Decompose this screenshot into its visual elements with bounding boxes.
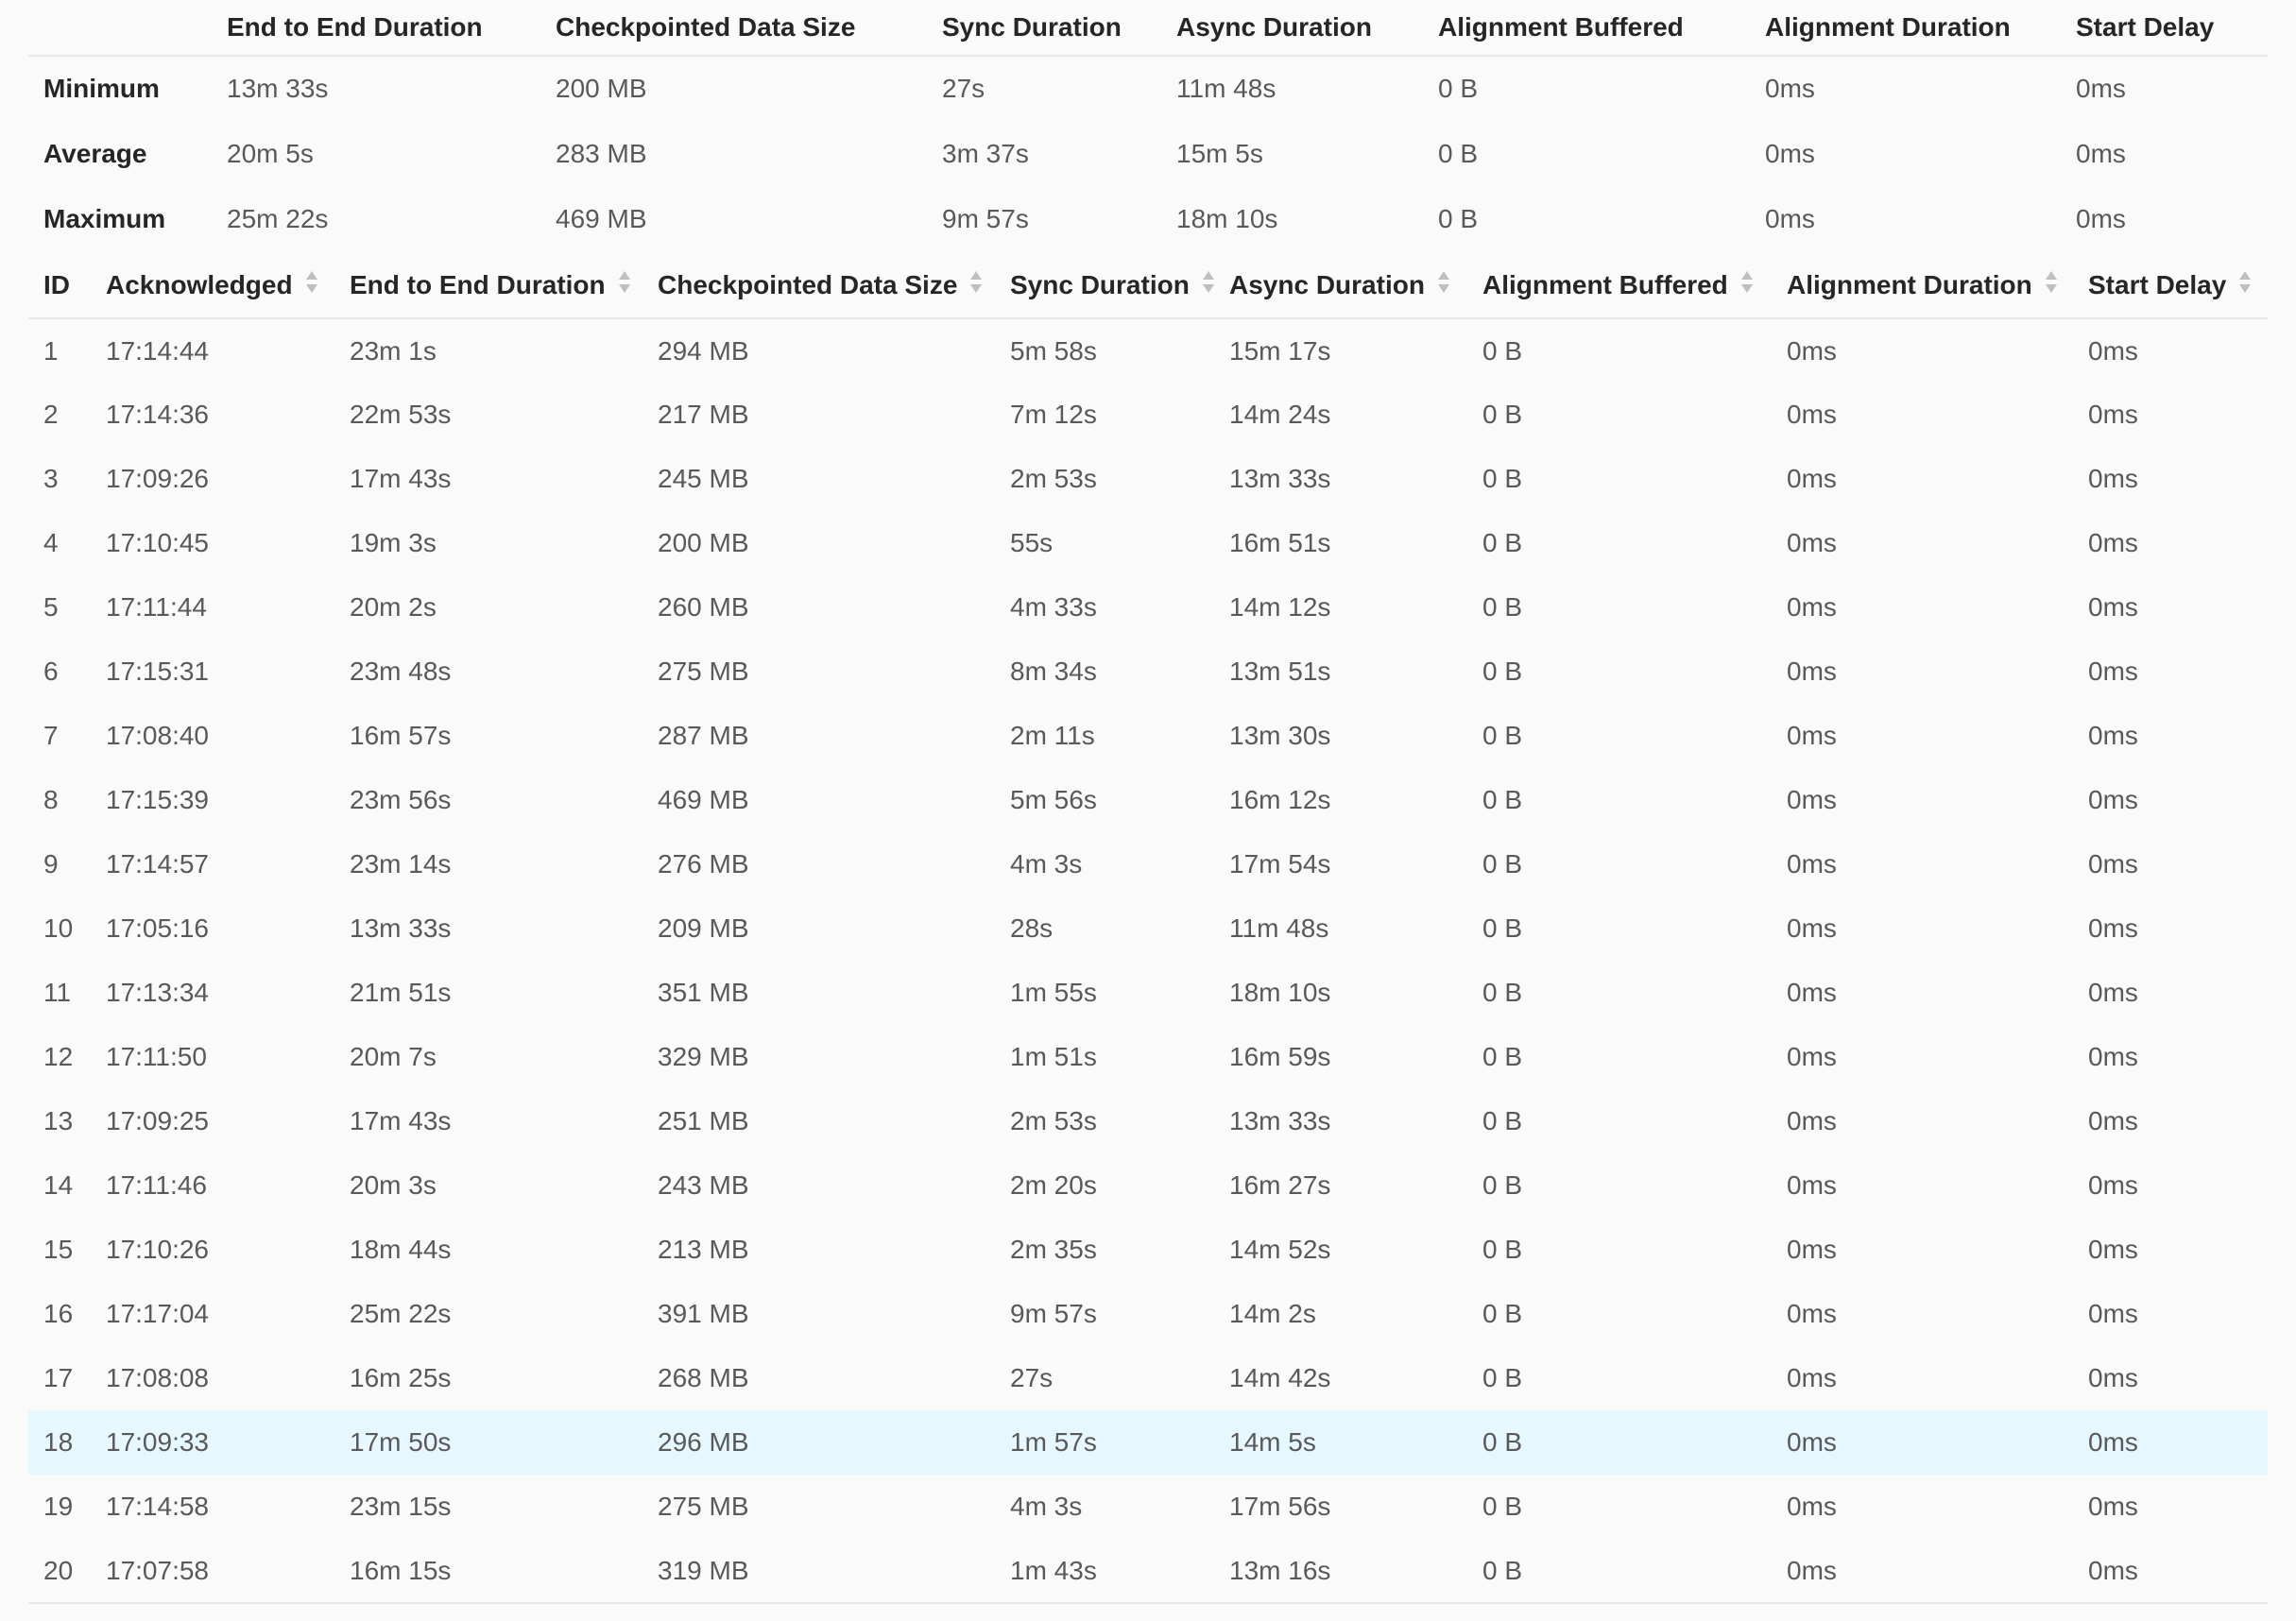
cell-end_to_end: 23m 1s — [350, 335, 437, 366]
cell-id: 2 — [43, 400, 59, 429]
cell-alignment_buffered: 0 B — [1482, 1235, 1523, 1264]
cell-checkpointed_size: 209 MB — [658, 913, 749, 943]
cell-end_to_end: 23m 56s — [350, 785, 452, 814]
cell-start_delay: 0ms — [2088, 1042, 2138, 1071]
caret-down-icon — [2046, 284, 2057, 293]
cell-alignment_buffered: 0 B — [1482, 528, 1523, 557]
cell-end_to_end: 23m 14s — [350, 849, 452, 879]
cell-alignment_duration: 0ms — [1787, 528, 1837, 557]
caret-up-icon — [2239, 271, 2251, 280]
cell-alignment_duration: 0ms — [1787, 1170, 1837, 1200]
summary-cell: 25m 22s — [227, 203, 329, 233]
summary-row-label: Maximum — [43, 203, 166, 233]
summary-cell: 283 MB — [556, 138, 647, 168]
history-col-header-acknowledged[interactable] — [91, 251, 334, 318]
cell-sync: 2m 53s — [1010, 1106, 1097, 1135]
cell-checkpointed_size: 469 MB — [658, 785, 749, 814]
cell-sync: 2m 35s — [1010, 1235, 1097, 1264]
cell-start_delay: 0ms — [2073, 1410, 2268, 1475]
caret-down-icon — [1438, 284, 1449, 293]
cell-async: 13m 16s — [1229, 1555, 1331, 1585]
cell-start_delay: 0ms — [2088, 1363, 2138, 1392]
caret-down-icon — [2239, 284, 2251, 293]
cell-start_delay: 0ms — [2088, 464, 2138, 493]
summary-cell: 0 B — [1438, 203, 1479, 233]
cell-async: 16m 27s — [1229, 1170, 1331, 1200]
summary-row-label: Average — [43, 138, 147, 168]
cell-alignment_buffered: 0 B — [1482, 464, 1523, 493]
caret-down-icon — [1203, 284, 1214, 293]
cell-id: 4 — [43, 528, 59, 557]
cell-sync: 5m 56s — [1010, 785, 1097, 814]
cell-start_delay: 0ms — [2088, 528, 2138, 557]
table-row[interactable] — [28, 1089, 2268, 1153]
caret-down-icon — [619, 284, 630, 293]
caret-down-icon — [1741, 284, 1753, 293]
summary-cell: 11m 48s — [1176, 74, 1277, 103]
cell-end_to_end: 18m 44s — [350, 1235, 452, 1264]
cell-alignment_duration: 0ms — [1772, 1410, 2073, 1475]
cell-acknowledged: 17:15:39 — [106, 785, 209, 814]
sort-icon[interactable] — [1741, 271, 1753, 293]
cell-sync: 5m 58s — [1010, 335, 1097, 366]
table-row[interactable] — [28, 768, 2268, 832]
cell-sync: 4m 33s — [1010, 592, 1097, 622]
cell-alignment_duration: 0ms — [1787, 913, 1837, 943]
table-row[interactable] — [28, 1153, 2268, 1218]
history-col-header-alignment_duration[interactable] — [1772, 251, 2073, 318]
caret-up-icon — [1741, 271, 1753, 280]
cell-start_delay: 0ms — [2088, 785, 2138, 814]
cell-async: 14m 24s — [1229, 400, 1331, 429]
cell-alignment_duration: 0ms — [1787, 1106, 1837, 1135]
cell-sync: 1m 57s — [995, 1410, 1214, 1475]
cell-end_to_end: 16m 15s — [350, 1555, 452, 1585]
cell-async: 17m 54s — [1229, 849, 1331, 879]
cell-acknowledged: 17:11:50 — [106, 1042, 207, 1071]
caret-down-icon — [306, 284, 317, 293]
cell-alignment_buffered: 0 B — [1482, 913, 1523, 943]
cell-sync: 8m 34s — [1010, 657, 1097, 686]
cell-sync: 1m 55s — [1010, 978, 1097, 1007]
cell-id: 11 — [43, 978, 72, 1007]
table-row[interactable] — [28, 704, 2268, 768]
cell-async: 16m 59s — [1229, 1042, 1331, 1071]
cell-alignment_duration: 0ms — [1787, 400, 1837, 429]
cell-start_delay: 0ms — [2088, 721, 2138, 750]
checkpoint-summary-table — [28, 0, 2268, 251]
cell-alignment_duration: 0ms — [1787, 592, 1837, 622]
sort-icon[interactable] — [1203, 271, 1214, 293]
sort-icon[interactable] — [306, 271, 317, 293]
sort-icon[interactable] — [1438, 271, 1449, 293]
cell-async: 16m 51s — [1229, 528, 1331, 557]
cell-async: 17m 56s — [1229, 1492, 1331, 1521]
cell-async: 14m 12s — [1229, 592, 1331, 622]
cell-id: 18 — [28, 1410, 91, 1475]
table-row[interactable] — [28, 1539, 2268, 1603]
history-col-label: End to End Duration — [350, 269, 606, 299]
cell-alignment_duration: 0ms — [1787, 1299, 1837, 1328]
cell-sync: 4m 3s — [1010, 1492, 1083, 1521]
cell-end_to_end: 20m 2s — [350, 592, 437, 622]
cell-id: 16 — [43, 1299, 74, 1328]
cell-alignment_buffered: 0 B — [1482, 1042, 1523, 1071]
cell-async: 13m 51s — [1229, 657, 1331, 686]
cell-acknowledged: 17:14:44 — [106, 335, 209, 366]
cell-acknowledged: 17:14:57 — [106, 849, 209, 879]
summary-cell: 469 MB — [556, 203, 647, 233]
cell-alignment_buffered: 0 B — [1482, 849, 1523, 879]
cell-end_to_end: 17m 43s — [350, 464, 452, 493]
cell-id: 6 — [43, 657, 59, 686]
summary-cell: 20m 5s — [227, 138, 314, 168]
cell-acknowledged: 17:14:36 — [106, 400, 209, 429]
history-col-label: ID — [43, 269, 70, 299]
cell-id: 15 — [43, 1235, 74, 1264]
summary-cell: 15m 5s — [1176, 138, 1263, 168]
cell-id: 17 — [43, 1363, 74, 1392]
cell-start_delay: 0ms — [2088, 1555, 2138, 1585]
cell-alignment_duration: 0ms — [1787, 657, 1837, 686]
summary-cell: 0 B — [1438, 138, 1479, 168]
summary-col-header: Alignment Buffered — [1423, 0, 1750, 56]
cell-start_delay: 0ms — [2088, 1492, 2138, 1521]
cell-alignment_duration: 0ms — [1787, 464, 1837, 493]
cell-end_to_end: 17m 50s — [334, 1410, 643, 1475]
cell-id: 7 — [43, 721, 59, 750]
table-row[interactable] — [28, 318, 2268, 383]
cell-start_delay: 0ms — [2088, 592, 2138, 622]
history-col-header-async[interactable] — [1214, 251, 1467, 318]
cell-async: 13m 33s — [1229, 464, 1331, 493]
cell-alignment_buffered: 0 B — [1482, 1106, 1523, 1135]
summary-col-header: Start Delay — [2061, 0, 2268, 56]
cell-sync: 2m 53s — [1010, 464, 1097, 493]
summary-cell: 0ms — [2076, 203, 2126, 233]
cell-async: 13m 33s — [1229, 1106, 1331, 1135]
table-row[interactable] — [28, 1475, 2268, 1539]
summary-cell: 0ms — [1765, 138, 1815, 168]
cell-alignment_buffered: 0 B — [1482, 335, 1523, 366]
history-col-header-checkpointed_size[interactable] — [643, 251, 995, 318]
caret-up-icon — [1203, 271, 1214, 280]
sort-icon[interactable] — [2046, 271, 2057, 293]
cell-sync: 7m 12s — [1010, 400, 1097, 429]
cell-async: 14m 52s — [1229, 1235, 1331, 1264]
cell-start_delay: 0ms — [2088, 657, 2138, 686]
cell-alignment_buffered: 0 B — [1482, 592, 1523, 622]
cell-alignment_buffered: 0 B — [1482, 1555, 1523, 1585]
history-col-header-id — [28, 251, 91, 318]
table-row[interactable] — [28, 575, 2268, 640]
summary-cell: 0ms — [2076, 74, 2126, 103]
cell-alignment_duration: 0ms — [1787, 785, 1837, 814]
summary-cell: 0ms — [1765, 74, 1815, 103]
cell-end_to_end: 25m 22s — [350, 1299, 452, 1328]
summary-cell: 200 MB — [556, 74, 647, 103]
cell-async: 18m 10s — [1229, 978, 1331, 1007]
cell-acknowledged: 17:09:33 — [91, 1410, 334, 1475]
cell-acknowledged: 17:11:46 — [106, 1170, 207, 1200]
cell-checkpointed_size: 294 MB — [658, 335, 749, 366]
cell-id: 9 — [43, 849, 59, 879]
history-col-header-sync[interactable] — [995, 251, 1214, 318]
cell-acknowledged: 17:05:16 — [106, 913, 209, 943]
cell-acknowledged: 17:08:08 — [106, 1363, 209, 1392]
cell-async: 13m 30s — [1229, 721, 1331, 750]
cell-checkpointed_size: 276 MB — [658, 849, 749, 879]
summary-col-header: Alignment Duration — [1750, 0, 2061, 56]
cell-acknowledged: 17:15:31 — [106, 657, 209, 686]
cell-start_delay: 0ms — [2088, 978, 2138, 1007]
cell-checkpointed_size: 243 MB — [658, 1170, 749, 1200]
cell-alignment_duration: 0ms — [1787, 1042, 1837, 1071]
table-row[interactable] — [28, 1218, 2268, 1282]
cell-sync: 2m 20s — [1010, 1170, 1097, 1200]
cell-id: 10 — [43, 913, 74, 943]
cell-acknowledged: 17:11:44 — [106, 592, 207, 622]
cell-checkpointed_size: 217 MB — [658, 400, 749, 429]
cell-alignment_duration: 0ms — [1787, 1492, 1837, 1521]
cell-alignment_buffered: 0 B — [1482, 400, 1523, 429]
cell-alignment_duration: 0ms — [1787, 849, 1837, 879]
cell-end_to_end: 23m 48s — [350, 657, 452, 686]
summary-cell: 27s — [942, 74, 985, 103]
sort-icon[interactable] — [2239, 271, 2251, 293]
cell-start_delay: 0ms — [2088, 1235, 2138, 1264]
sort-icon[interactable] — [619, 271, 630, 293]
cell-checkpointed_size: 200 MB — [658, 528, 749, 557]
cell-start_delay: 0ms — [2088, 400, 2138, 429]
cell-async: 14m 5s — [1214, 1410, 1467, 1475]
history-col-label: Async Duration — [1229, 269, 1425, 299]
cell-id: 1 — [43, 335, 59, 366]
summary-cell: 18m 10s — [1176, 203, 1278, 233]
summary-cell: 13m 33s — [227, 74, 329, 103]
cell-async: 14m 2s — [1229, 1299, 1316, 1328]
cell-checkpointed_size: 251 MB — [658, 1106, 749, 1135]
cell-async: 14m 42s — [1229, 1363, 1331, 1392]
cell-start_delay: 0ms — [2088, 1299, 2138, 1328]
table-row[interactable] — [28, 383, 2268, 447]
cell-alignment_buffered: 0 B — [1482, 1170, 1523, 1200]
cell-acknowledged: 17:13:34 — [106, 978, 209, 1007]
cell-sync: 1m 43s — [1010, 1555, 1097, 1585]
cell-acknowledged: 17:14:58 — [106, 1492, 209, 1521]
history-col-label: Sync Duration — [1010, 269, 1190, 299]
cell-alignment_duration: 0ms — [1787, 978, 1837, 1007]
summary-row — [28, 121, 2268, 186]
cell-end_to_end: 22m 53s — [350, 400, 452, 429]
cell-acknowledged: 17:08:40 — [106, 721, 209, 750]
cell-acknowledged: 17:17:04 — [106, 1299, 209, 1328]
cell-id: 5 — [43, 592, 59, 622]
history-col-label: Start Delay — [2088, 269, 2227, 299]
summary-row — [28, 56, 2268, 121]
table-row[interactable] — [28, 961, 2268, 1025]
cell-end_to_end: 20m 3s — [350, 1170, 437, 1200]
sort-icon[interactable] — [970, 271, 982, 293]
cell-id: 12 — [43, 1042, 74, 1071]
cell-alignment_duration: 0ms — [1787, 1555, 1837, 1585]
cell-alignment_buffered: 0 B — [1482, 785, 1523, 814]
cell-alignment_buffered: 0 B — [1482, 978, 1523, 1007]
cell-checkpointed_size: 268 MB — [658, 1363, 749, 1392]
checkpoint-history-table — [28, 251, 2268, 1604]
cell-start_delay: 0ms — [2088, 335, 2138, 366]
cell-end_to_end: 19m 3s — [350, 528, 437, 557]
caret-down-icon — [970, 284, 982, 293]
cell-checkpointed_size: 319 MB — [658, 1555, 749, 1585]
cell-checkpointed_size: 287 MB — [658, 721, 749, 750]
summary-row-label: Minimum — [43, 74, 160, 103]
history-col-label: Alignment Buffered — [1482, 269, 1728, 299]
cell-async: 15m 17s — [1229, 335, 1331, 366]
cell-id: 13 — [43, 1106, 74, 1135]
cell-acknowledged: 17:09:25 — [106, 1106, 209, 1135]
table-row[interactable] — [28, 1282, 2268, 1346]
cell-id: 14 — [43, 1170, 74, 1200]
cell-end_to_end: 20m 7s — [350, 1042, 437, 1071]
history-header-row — [28, 251, 2268, 318]
caret-up-icon — [619, 271, 630, 280]
caret-up-icon — [1438, 271, 1449, 280]
summary-cell: 0 B — [1438, 74, 1479, 103]
cell-acknowledged: 17:10:45 — [106, 528, 209, 557]
cell-start_delay: 0ms — [2088, 1106, 2138, 1135]
cell-end_to_end: 13m 33s — [350, 913, 452, 943]
summary-col-header: End to End Duration — [212, 0, 540, 56]
history-col-header-start_delay[interactable] — [2073, 251, 2268, 318]
history-col-label: Alignment Duration — [1787, 269, 2032, 299]
cell-checkpointed_size: 351 MB — [658, 978, 749, 1007]
cell-sync: 4m 3s — [1010, 849, 1083, 879]
history-col-header-alignment_buffered[interactable] — [1467, 251, 1772, 318]
table-row[interactable] — [28, 1025, 2268, 1089]
cell-alignment_buffered: 0 B — [1482, 1492, 1523, 1521]
cell-alignment_duration: 0ms — [1787, 1363, 1837, 1392]
cell-alignment_buffered: 0 B — [1482, 721, 1523, 750]
cell-alignment_buffered: 0 B — [1467, 1410, 1772, 1475]
history-col-label: Acknowledged — [106, 269, 293, 299]
cell-checkpointed_size: 275 MB — [658, 657, 749, 686]
cell-acknowledged: 17:07:58 — [106, 1555, 209, 1585]
cell-id: 8 — [43, 785, 59, 814]
table-row[interactable] — [28, 447, 2268, 511]
cell-checkpointed_size: 213 MB — [658, 1235, 749, 1264]
cell-end_to_end: 23m 15s — [350, 1492, 452, 1521]
cell-start_delay: 0ms — [2088, 849, 2138, 879]
caret-up-icon — [970, 271, 982, 280]
cell-alignment_duration: 0ms — [1787, 1235, 1837, 1264]
summary-cell: 9m 57s — [942, 203, 1029, 233]
cell-id: 3 — [43, 464, 59, 493]
cell-checkpointed_size: 260 MB — [658, 592, 749, 622]
summary-row — [28, 186, 2268, 251]
cell-alignment_buffered: 0 B — [1482, 1299, 1523, 1328]
history-col-header-end_to_end[interactable] — [334, 251, 643, 318]
table-row[interactable] — [28, 896, 2268, 961]
cell-alignment_buffered: 0 B — [1482, 657, 1523, 686]
summary-corner-cell — [28, 0, 212, 56]
cell-alignment_duration: 0ms — [1787, 721, 1837, 750]
history-col-label: Checkpointed Data Size — [658, 269, 958, 299]
cell-id: 20 — [43, 1555, 74, 1585]
cell-sync: 9m 57s — [1010, 1299, 1097, 1328]
cell-checkpointed_size: 245 MB — [658, 464, 749, 493]
table-row[interactable] — [28, 832, 2268, 896]
table-row[interactable] — [28, 1346, 2268, 1410]
cell-checkpointed_size: 275 MB — [658, 1492, 749, 1521]
cell-end_to_end: 16m 57s — [350, 721, 452, 750]
table-row[interactable] — [28, 640, 2268, 704]
cell-checkpointed_size: 296 MB — [643, 1410, 995, 1475]
cell-sync: 27s — [1010, 1363, 1054, 1392]
summary-col-header: Checkpointed Data Size — [540, 0, 927, 56]
caret-up-icon — [306, 271, 317, 280]
cell-start_delay: 0ms — [2088, 1170, 2138, 1200]
summary-header-row — [28, 0, 2268, 56]
table-row[interactable] — [28, 511, 2268, 575]
cell-end_to_end: 21m 51s — [350, 978, 452, 1007]
cell-sync: 55s — [1010, 528, 1054, 557]
cell-alignment_buffered: 0 B — [1482, 1363, 1523, 1392]
cell-acknowledged: 17:10:26 — [106, 1235, 209, 1264]
cell-sync: 2m 11s — [1010, 721, 1095, 750]
checkpoint-stats-page — [28, 0, 2268, 1604]
cell-checkpointed_size: 391 MB — [658, 1299, 749, 1328]
caret-up-icon — [2046, 271, 2057, 280]
cell-acknowledged: 17:09:26 — [106, 464, 209, 493]
cell-checkpointed_size: 329 MB — [658, 1042, 749, 1071]
summary-cell: 3m 37s — [942, 138, 1029, 168]
cell-start_delay: 0ms — [2088, 913, 2138, 943]
cell-end_to_end: 16m 25s — [350, 1363, 452, 1392]
summary-col-header: Sync Duration — [927, 0, 1161, 56]
cell-end_to_end: 17m 43s — [350, 1106, 452, 1135]
summary-cell: 0ms — [1765, 203, 1815, 233]
cell-async: 16m 12s — [1229, 785, 1331, 814]
cell-sync: 1m 51s — [1010, 1042, 1097, 1071]
cell-id: 19 — [43, 1492, 74, 1521]
summary-col-header: Async Duration — [1161, 0, 1423, 56]
cell-async: 11m 48s — [1229, 913, 1329, 943]
summary-cell: 0ms — [2076, 138, 2126, 168]
cell-sync: 28s — [1010, 913, 1054, 943]
table-row[interactable] — [28, 1410, 2268, 1475]
cell-alignment_duration: 0ms — [1787, 335, 1837, 366]
